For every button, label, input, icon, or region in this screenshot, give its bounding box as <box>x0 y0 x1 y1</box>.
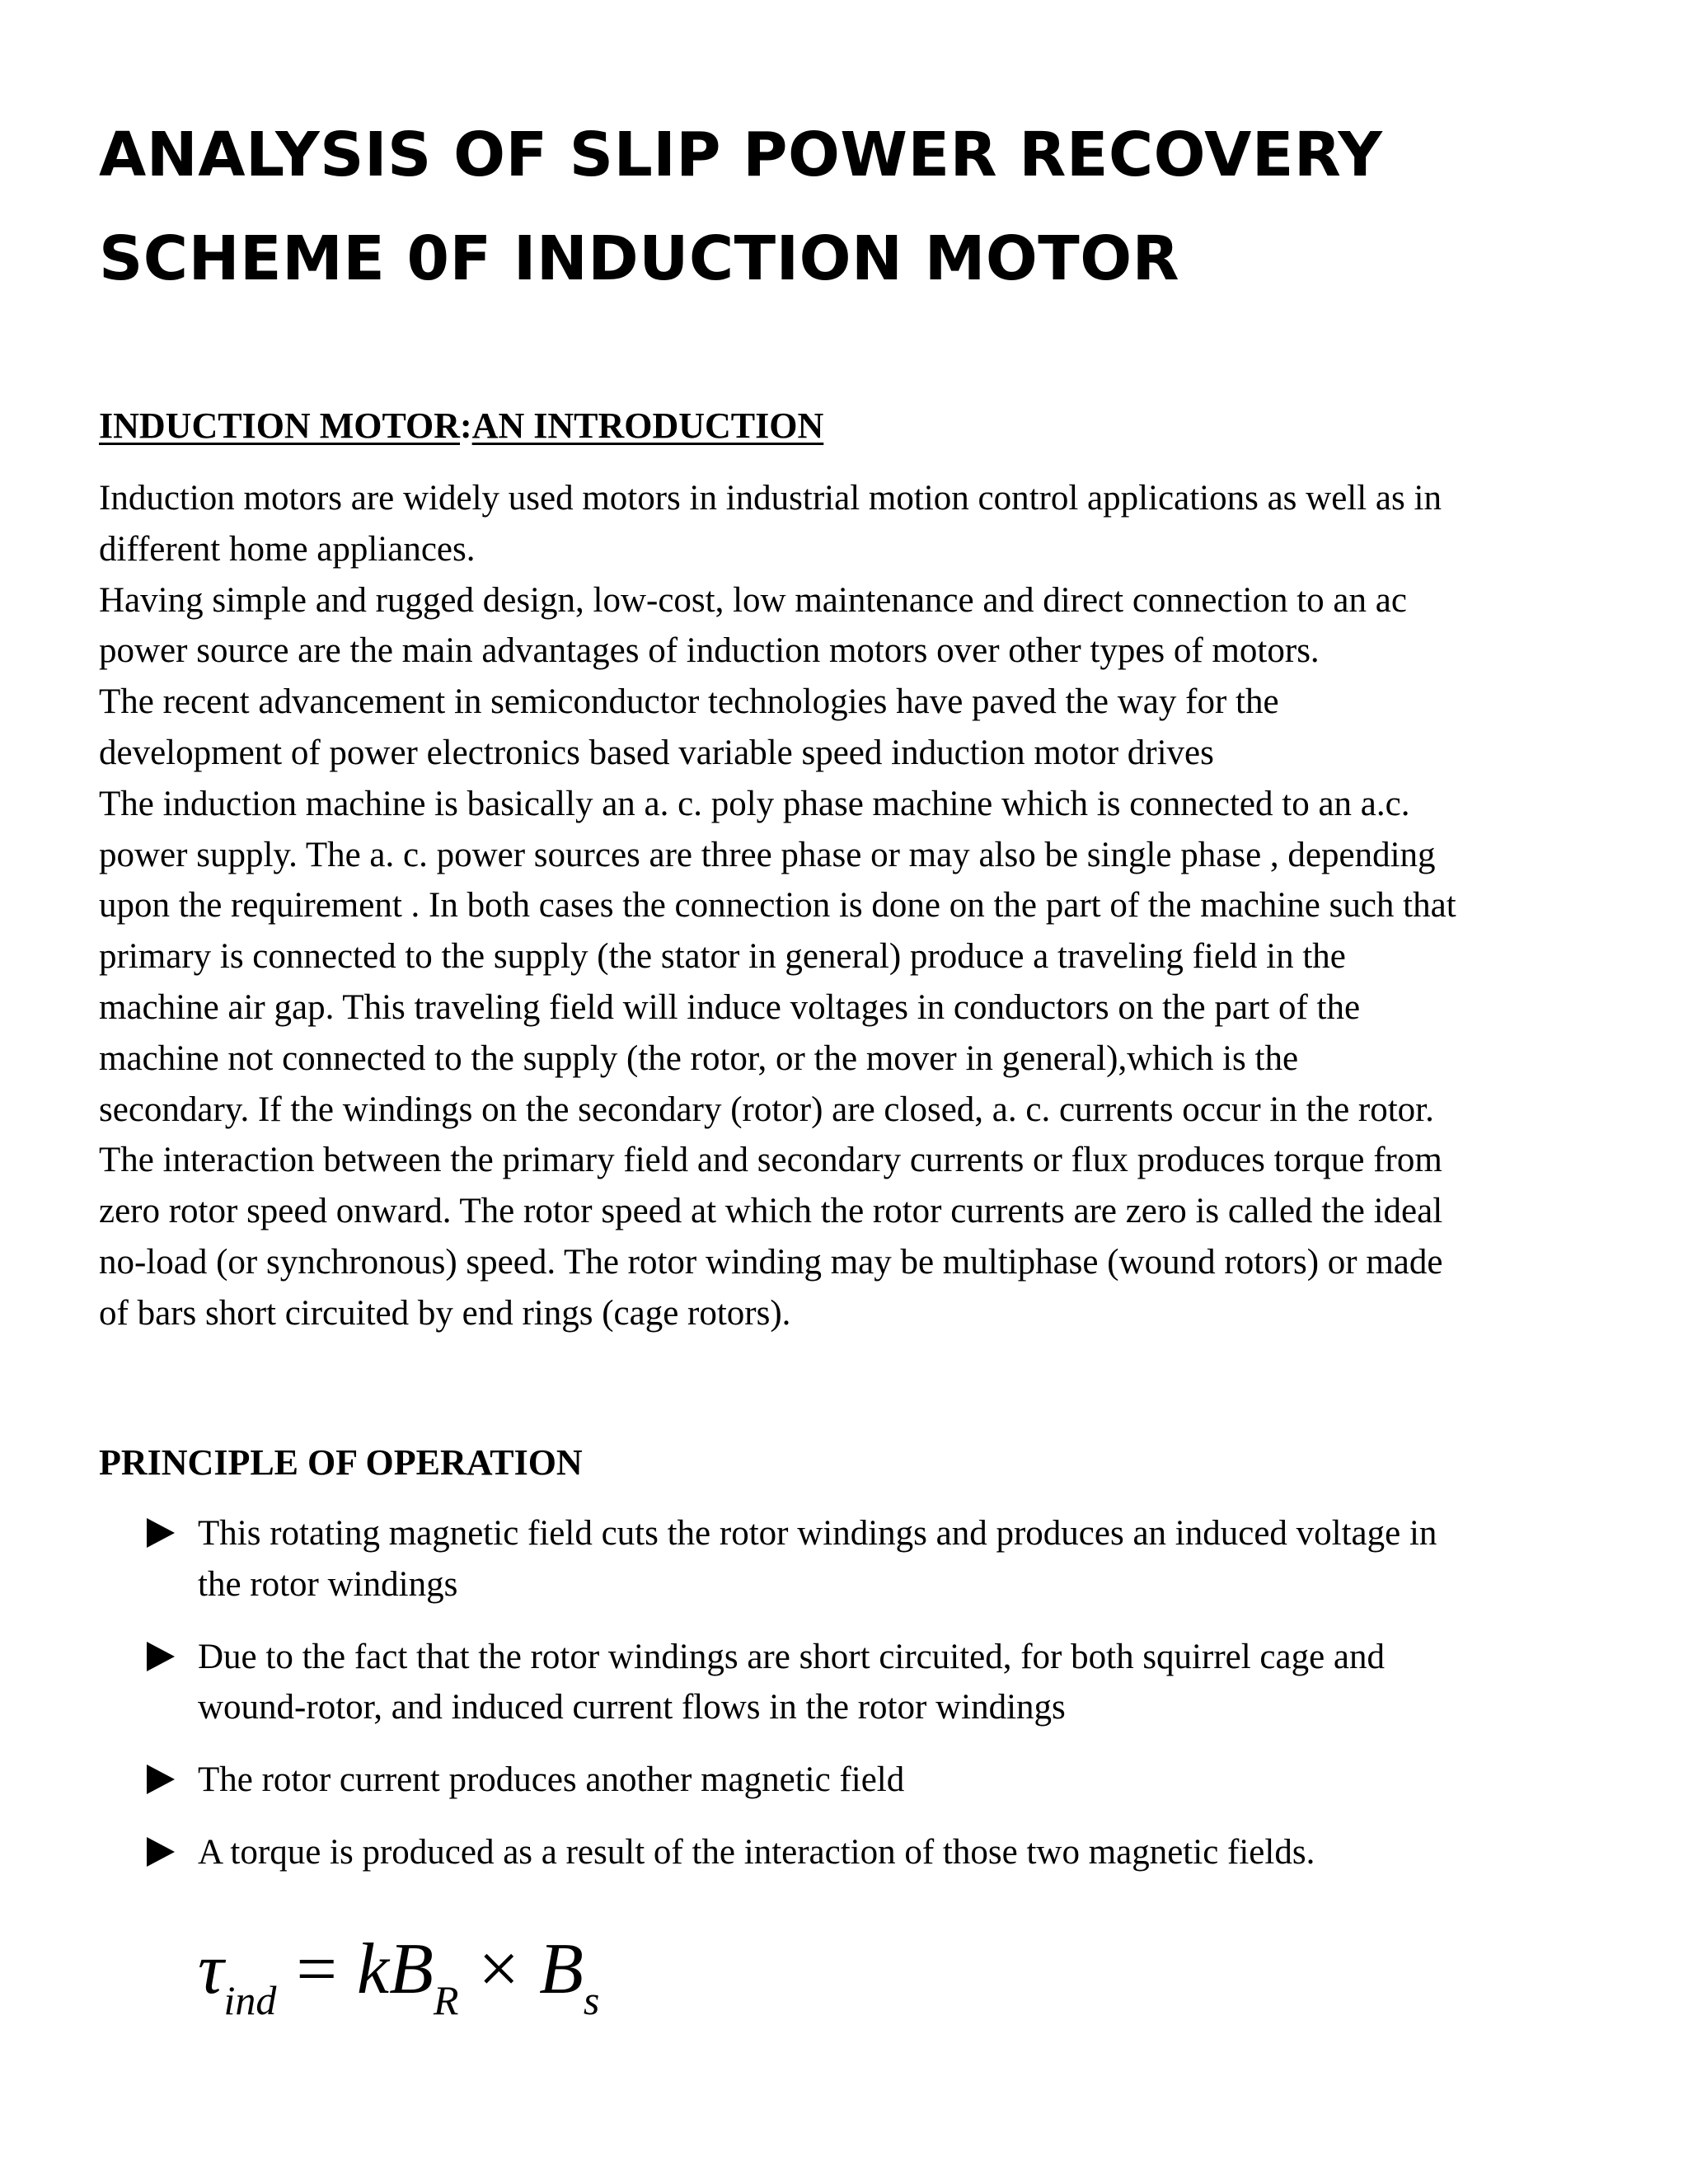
document-title-line-1: ANALYSIS OF SLIP POWER RECOVERY <box>99 120 1383 190</box>
paragraph-line: The interaction between the primary field and secondary currents or flux produces torque from <box>99 1141 1442 1180</box>
equation-b-stator-subscript: s <box>583 1977 600 2023</box>
paragraph-line: development of power electronics based variable speed induction motor drives <box>99 733 1214 772</box>
list-item <box>147 1632 1597 1734</box>
introduction-paragraph <box>99 473 1607 1339</box>
paragraph-line: The induction machine is basically an a. c. poly phase machine which is connected to an a.c. <box>99 784 1410 823</box>
equation-tau-symbol: τ <box>198 1929 224 2009</box>
paragraph-line: machine air gap. This traveling field will induce voltages in conductors on the part of the <box>99 987 1361 1027</box>
bullet-text-line: This rotating magnetic field cuts the rotor windings and produces an induced voltage in <box>198 1514 1437 1553</box>
equation-tau-subscript: ind <box>223 1977 277 2023</box>
right-triangle-bullet-icon <box>147 1765 175 1794</box>
paragraph-line: The recent advancement in semiconductor technologies have paved the way for the <box>99 682 1279 722</box>
right-triangle-bullet-icon <box>147 1642 175 1671</box>
equation-equals-sign: = <box>296 1929 338 2009</box>
paragraph-line: secondary. If the windings on the secondary (rotor) are closed, a. c. currents occur in the rotor. <box>99 1090 1434 1129</box>
bullet-text-line: A torque is produced as a result of the interaction of those two magnetic fields. <box>198 1832 1315 1872</box>
bullet-text-line: Due to the fact that the rotor windings are short circuited, for both squirrel cage and <box>198 1637 1386 1676</box>
paragraph-line: Induction motors are widely used motors in industrial motion control applications as well as in <box>99 479 1442 518</box>
paragraph-line: primary is connected to the supply (the stator in general) produce a traveling field in the <box>99 937 1346 977</box>
principle-bullet-list <box>147 1508 1597 1900</box>
document-title <box>99 103 1599 311</box>
heading-part-an-introduction: AN INTRODUCTION <box>471 405 824 446</box>
right-triangle-bullet-icon <box>147 1518 175 1548</box>
equation-b-rotor: B <box>389 1929 434 2009</box>
bullet-text-line: the rotor windings <box>198 1564 458 1604</box>
section-heading-principle-of-operation: PRINCIPLE OF OPERATION <box>99 1442 583 1483</box>
list-item <box>147 1827 1597 1878</box>
equation-b-stator: B <box>539 1929 584 2009</box>
paragraph-line: power source are the main advantages of induction motors over other types of motors. <box>99 631 1320 671</box>
list-item <box>147 1508 1597 1610</box>
paragraph-line: zero rotor speed onward. The rotor speed at which the rotor currents are zero is called the ideal <box>99 1192 1443 1231</box>
paragraph-line: different home appliances. <box>99 529 476 569</box>
paragraph-line: no-load (or synchronous) speed. The rotor winding may be multiphase (wound rotors) or made <box>99 1242 1443 1282</box>
right-triangle-bullet-icon <box>147 1837 175 1867</box>
heading-separator: : <box>460 405 472 446</box>
paragraph-line: upon the requirement . In both cases the connection is done on the part of the machine such that <box>99 886 1456 926</box>
section-heading-introduction <box>99 401 823 451</box>
paragraph-line: machine not connected to the supply (the rotor, or the mover in general),which is the <box>99 1038 1299 1078</box>
equation-k-constant: k <box>357 1929 390 2009</box>
list-item <box>147 1755 1597 1806</box>
torque-equation <box>198 1920 600 2023</box>
equation-b-rotor-subscript: R <box>433 1977 459 2023</box>
paragraph-line: Having simple and rugged design, low-cost, low maintenance and direct connection to an ac <box>99 580 1407 620</box>
heading-part-induction-motor: INDUCTION MOTOR <box>99 405 461 446</box>
equation-cross-product-sign: × <box>478 1929 520 2009</box>
paragraph-line: of bars short circuited by end rings (cage rotors). <box>99 1293 791 1333</box>
paragraph-line: power supply. The a. c. power sources are three phase or may also be single phase , depending <box>99 835 1436 874</box>
bullet-text-line: The rotor current produces another magnetic field <box>198 1760 905 1800</box>
document-title-line-2: SCHEME 0F INDUCTION MOTOR <box>99 223 1180 294</box>
bullet-text-line: wound-rotor, and induced current flows in the rotor windings <box>198 1688 1066 1727</box>
